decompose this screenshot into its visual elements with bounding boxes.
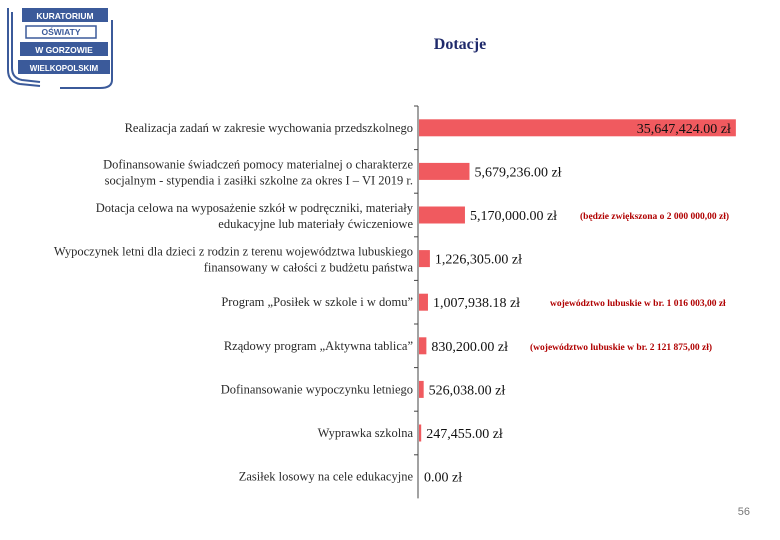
bar [419, 207, 465, 224]
bar [419, 163, 469, 180]
category-label: Program „Posiłek w szkole i w domu” [221, 295, 413, 310]
value-label: 5,170,000.00 zł [469, 209, 558, 224]
page-title: Dotacje [433, 36, 487, 53]
category-label: Zasiłek losowy na cele edukacyjne [238, 469, 413, 484]
value-label: 830,200.00 zł [431, 339, 508, 355]
category-label: Wyprawka szkolna [317, 426, 413, 440]
value-label: 0.00 zł [424, 470, 463, 486]
svg-text:OŚWIATY: OŚWIATY [41, 27, 81, 37]
bar [419, 294, 428, 311]
value-label: 1,226,305.00 zł [434, 252, 523, 268]
annotation-note: (będzie zwiększona o 2 000 000,00 zł) [580, 212, 730, 222]
annotation-note: województwo lubuskie w br. 1 016 003,00 zł [550, 299, 726, 310]
category-label: Dotacja celowa na wyposażenie szkół w podręczniki, materiały edukacyjne lub materiały ćwiczeniowe [95, 201, 413, 231]
annotation-note: (województwo lubuskie w br. 2 121 875,00 zł) [530, 342, 712, 353]
svg-text:WIELKOPOLSKIM: WIELKOPOLSKIM [29, 64, 99, 73]
category-label: Wypoczynek letni dla dzieci z rodzin z terenu województwa lubuskiego finansowany w całości z budżetu państwa [53, 244, 413, 275]
value-label: 247,455.00 zł [426, 427, 503, 442]
category-label: Realizacja zadań w zakresie wychowania przedszkolnego [124, 120, 413, 135]
value-label: 526,038.00 zł [428, 383, 506, 399]
svg-text:W GORZOWIE: W GORZOWIE [35, 45, 93, 55]
category-label: Rządowy program „Aktywna tablica” [223, 338, 413, 353]
bar [419, 337, 426, 354]
bar [419, 250, 430, 267]
svg-text:KURATORIUM: KURATORIUM [36, 11, 94, 21]
bar [419, 425, 421, 442]
value-label: 5,679,236.00 zł [474, 165, 562, 181]
category-label: Dofinansowanie wypoczynku letniego [220, 382, 413, 397]
slide-number: 56 [737, 506, 750, 518]
bar [419, 381, 424, 398]
value-label: 35,647,424.00 zł [636, 121, 731, 137]
value-label: 1,007,938.18 zł [432, 296, 521, 312]
category-label: Dofinansowanie świadczeń pomocy materialnej o charakterze socjalnym - stypendia i zasiłki szkolne za okres I – VI 2019 r. [103, 157, 413, 188]
